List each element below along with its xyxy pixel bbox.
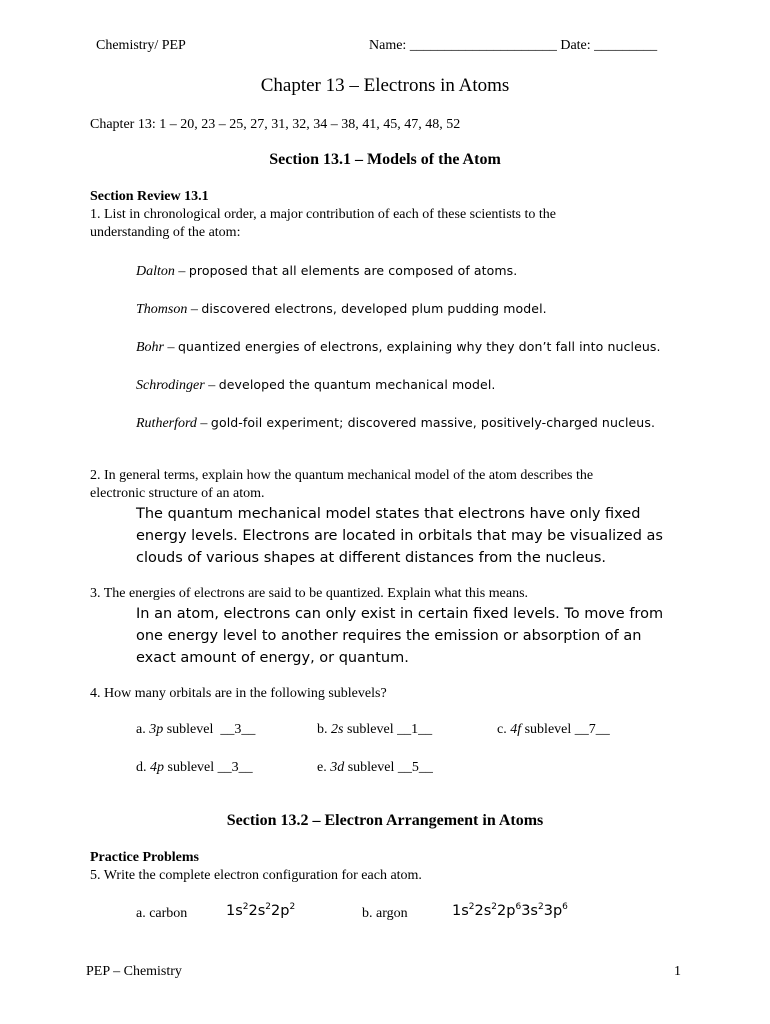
answer-text: gold-foil experiment; discovered massive, positively-charged nucleus. bbox=[210, 415, 656, 430]
date-label: Date: bbox=[560, 38, 591, 53]
dash: – bbox=[174, 264, 189, 279]
assignment-line: Chapter 13: 1 – 20, 23 – 25, 27, 31, 32, 34 – 38, 41, 45, 47, 48, 52 bbox=[90, 117, 461, 132]
electrons: 2 bbox=[537, 902, 544, 913]
item-sublevel: 3d bbox=[330, 760, 345, 775]
q3-prompt: 3. The energies of electrons are said to be quantized. Explain what this means. bbox=[90, 586, 529, 601]
header-name-date bbox=[369, 38, 657, 54]
item-answer: __3__ bbox=[220, 722, 256, 737]
footer-left: PEP – Chemistry bbox=[86, 964, 182, 979]
q2-prompt-line2: electronic structure of an atom. bbox=[90, 486, 265, 501]
q1-answer-bohr bbox=[136, 338, 661, 356]
item-rest: sublevel bbox=[344, 760, 395, 775]
q5-b-config bbox=[452, 903, 568, 919]
electrons: 2 bbox=[289, 902, 296, 913]
q2-answer: The quantum mechanical model states that electrons have only fixed energy levels. Electrons are located in orbitals that may be visualized as clouds of various shapes at different distances from the nucleus. bbox=[136, 506, 663, 566]
item-label: e. bbox=[317, 760, 331, 775]
q4-item-b bbox=[317, 722, 432, 738]
scientist-name: Dalton bbox=[136, 264, 175, 279]
q1-prompt-line1: 1. List in chronological order, a major contribution of each of these scientists to the bbox=[90, 207, 556, 222]
q5-a-label: a. carbon bbox=[136, 906, 188, 921]
q1-prompt-line2: understanding of the atom: bbox=[90, 225, 241, 240]
item-rest: sublevel bbox=[343, 722, 394, 737]
electrons: 6 bbox=[515, 902, 522, 913]
item-sublevel: 2s bbox=[331, 722, 344, 737]
answer-text: quantized energies of electrons, explaining why they don’t fall into nucleus. bbox=[178, 339, 661, 354]
q1-answer-thomson bbox=[136, 300, 547, 318]
item-answer: __1__ bbox=[397, 722, 433, 737]
answer-text: proposed that all elements are composed of atoms. bbox=[188, 263, 518, 278]
item-rest: sublevel bbox=[164, 760, 215, 775]
item-answer: __7__ bbox=[574, 722, 610, 737]
dash: – bbox=[204, 378, 219, 393]
orbital: 1s bbox=[452, 903, 469, 919]
item-label: b. bbox=[317, 722, 331, 737]
q5-prompt: 5. Write the complete electron configuration for each atom. bbox=[90, 868, 422, 883]
section-heading-13-1: Section 13.1 – Models of the Atom bbox=[269, 151, 501, 168]
q4-item-a bbox=[136, 722, 255, 738]
scientist-name: Rutherford bbox=[136, 416, 197, 431]
q1-answer-dalton bbox=[136, 262, 517, 280]
dash: – bbox=[164, 340, 178, 355]
electrons: 2 bbox=[491, 902, 498, 913]
q1-answer-schrodinger bbox=[136, 376, 495, 394]
q1-answer-rutherford bbox=[136, 414, 655, 432]
item-answer: __5__ bbox=[397, 760, 433, 775]
name-blank: _____________________ bbox=[409, 38, 557, 53]
orbital: 2p bbox=[497, 903, 516, 919]
item-label: d. bbox=[136, 760, 150, 775]
q5-a-config bbox=[226, 903, 295, 919]
item-rest: sublevel bbox=[521, 722, 572, 737]
orbital: 2s bbox=[248, 903, 266, 919]
item-sublevel: 3p bbox=[149, 722, 164, 737]
item-answer: __3__ bbox=[217, 760, 253, 775]
q4-item-c bbox=[497, 722, 610, 738]
electrons: 2 bbox=[242, 902, 249, 913]
item-sublevel: 4f bbox=[510, 722, 522, 737]
item-label: a. bbox=[136, 722, 150, 737]
orbital: 3p bbox=[543, 903, 563, 919]
q3-answer: In an atom, electrons can only exist in certain fixed levels. To move from one energy level to another requires the emission or absorption of an exact amount of energy, or quantum. bbox=[136, 606, 664, 666]
orbital: 3s bbox=[521, 903, 538, 919]
page-number: 1 bbox=[674, 964, 681, 979]
scientist-name: Thomson bbox=[136, 302, 188, 317]
orbital: 2s bbox=[474, 903, 492, 919]
electrons: 2 bbox=[468, 902, 475, 913]
scientist-name: Schrodinger bbox=[136, 378, 205, 393]
date-blank: _________ bbox=[594, 38, 658, 53]
header-course: Chemistry/ PEP bbox=[96, 38, 186, 53]
q5-b-label: b. argon bbox=[362, 906, 408, 921]
dash: – bbox=[187, 302, 202, 317]
q4-item-e bbox=[317, 760, 433, 776]
name-label: Name: bbox=[369, 38, 407, 53]
q4-prompt: 4. How many orbitals are in the following sublevels? bbox=[90, 686, 387, 701]
section-heading-13-2: Section 13.2 – Electron Arrangement in Atoms bbox=[226, 812, 544, 829]
dash: – bbox=[196, 416, 211, 431]
page-title: Chapter 13 – Electrons in Atoms bbox=[260, 75, 510, 96]
item-label: c. bbox=[497, 722, 511, 737]
electrons: 6 bbox=[562, 902, 568, 913]
electrons: 2 bbox=[265, 902, 272, 913]
answer-text: discovered electrons, developed plum pudding model. bbox=[201, 301, 547, 316]
orbital: 1s bbox=[226, 903, 243, 919]
answer-text: developed the quantum mechanical model. bbox=[218, 377, 496, 392]
item-rest: sublevel bbox=[163, 722, 214, 737]
review-heading: Section Review 13.1 bbox=[90, 189, 209, 204]
q2-prompt-line1: 2. In general terms, explain how the quantum mechanical model of the atom describes the bbox=[90, 468, 594, 483]
q4-item-d bbox=[136, 760, 253, 776]
scientist-name: Bohr bbox=[136, 340, 164, 355]
practice-heading: Practice Problems bbox=[90, 850, 199, 865]
orbital: 2p bbox=[271, 903, 290, 919]
item-sublevel: 4p bbox=[150, 760, 164, 775]
